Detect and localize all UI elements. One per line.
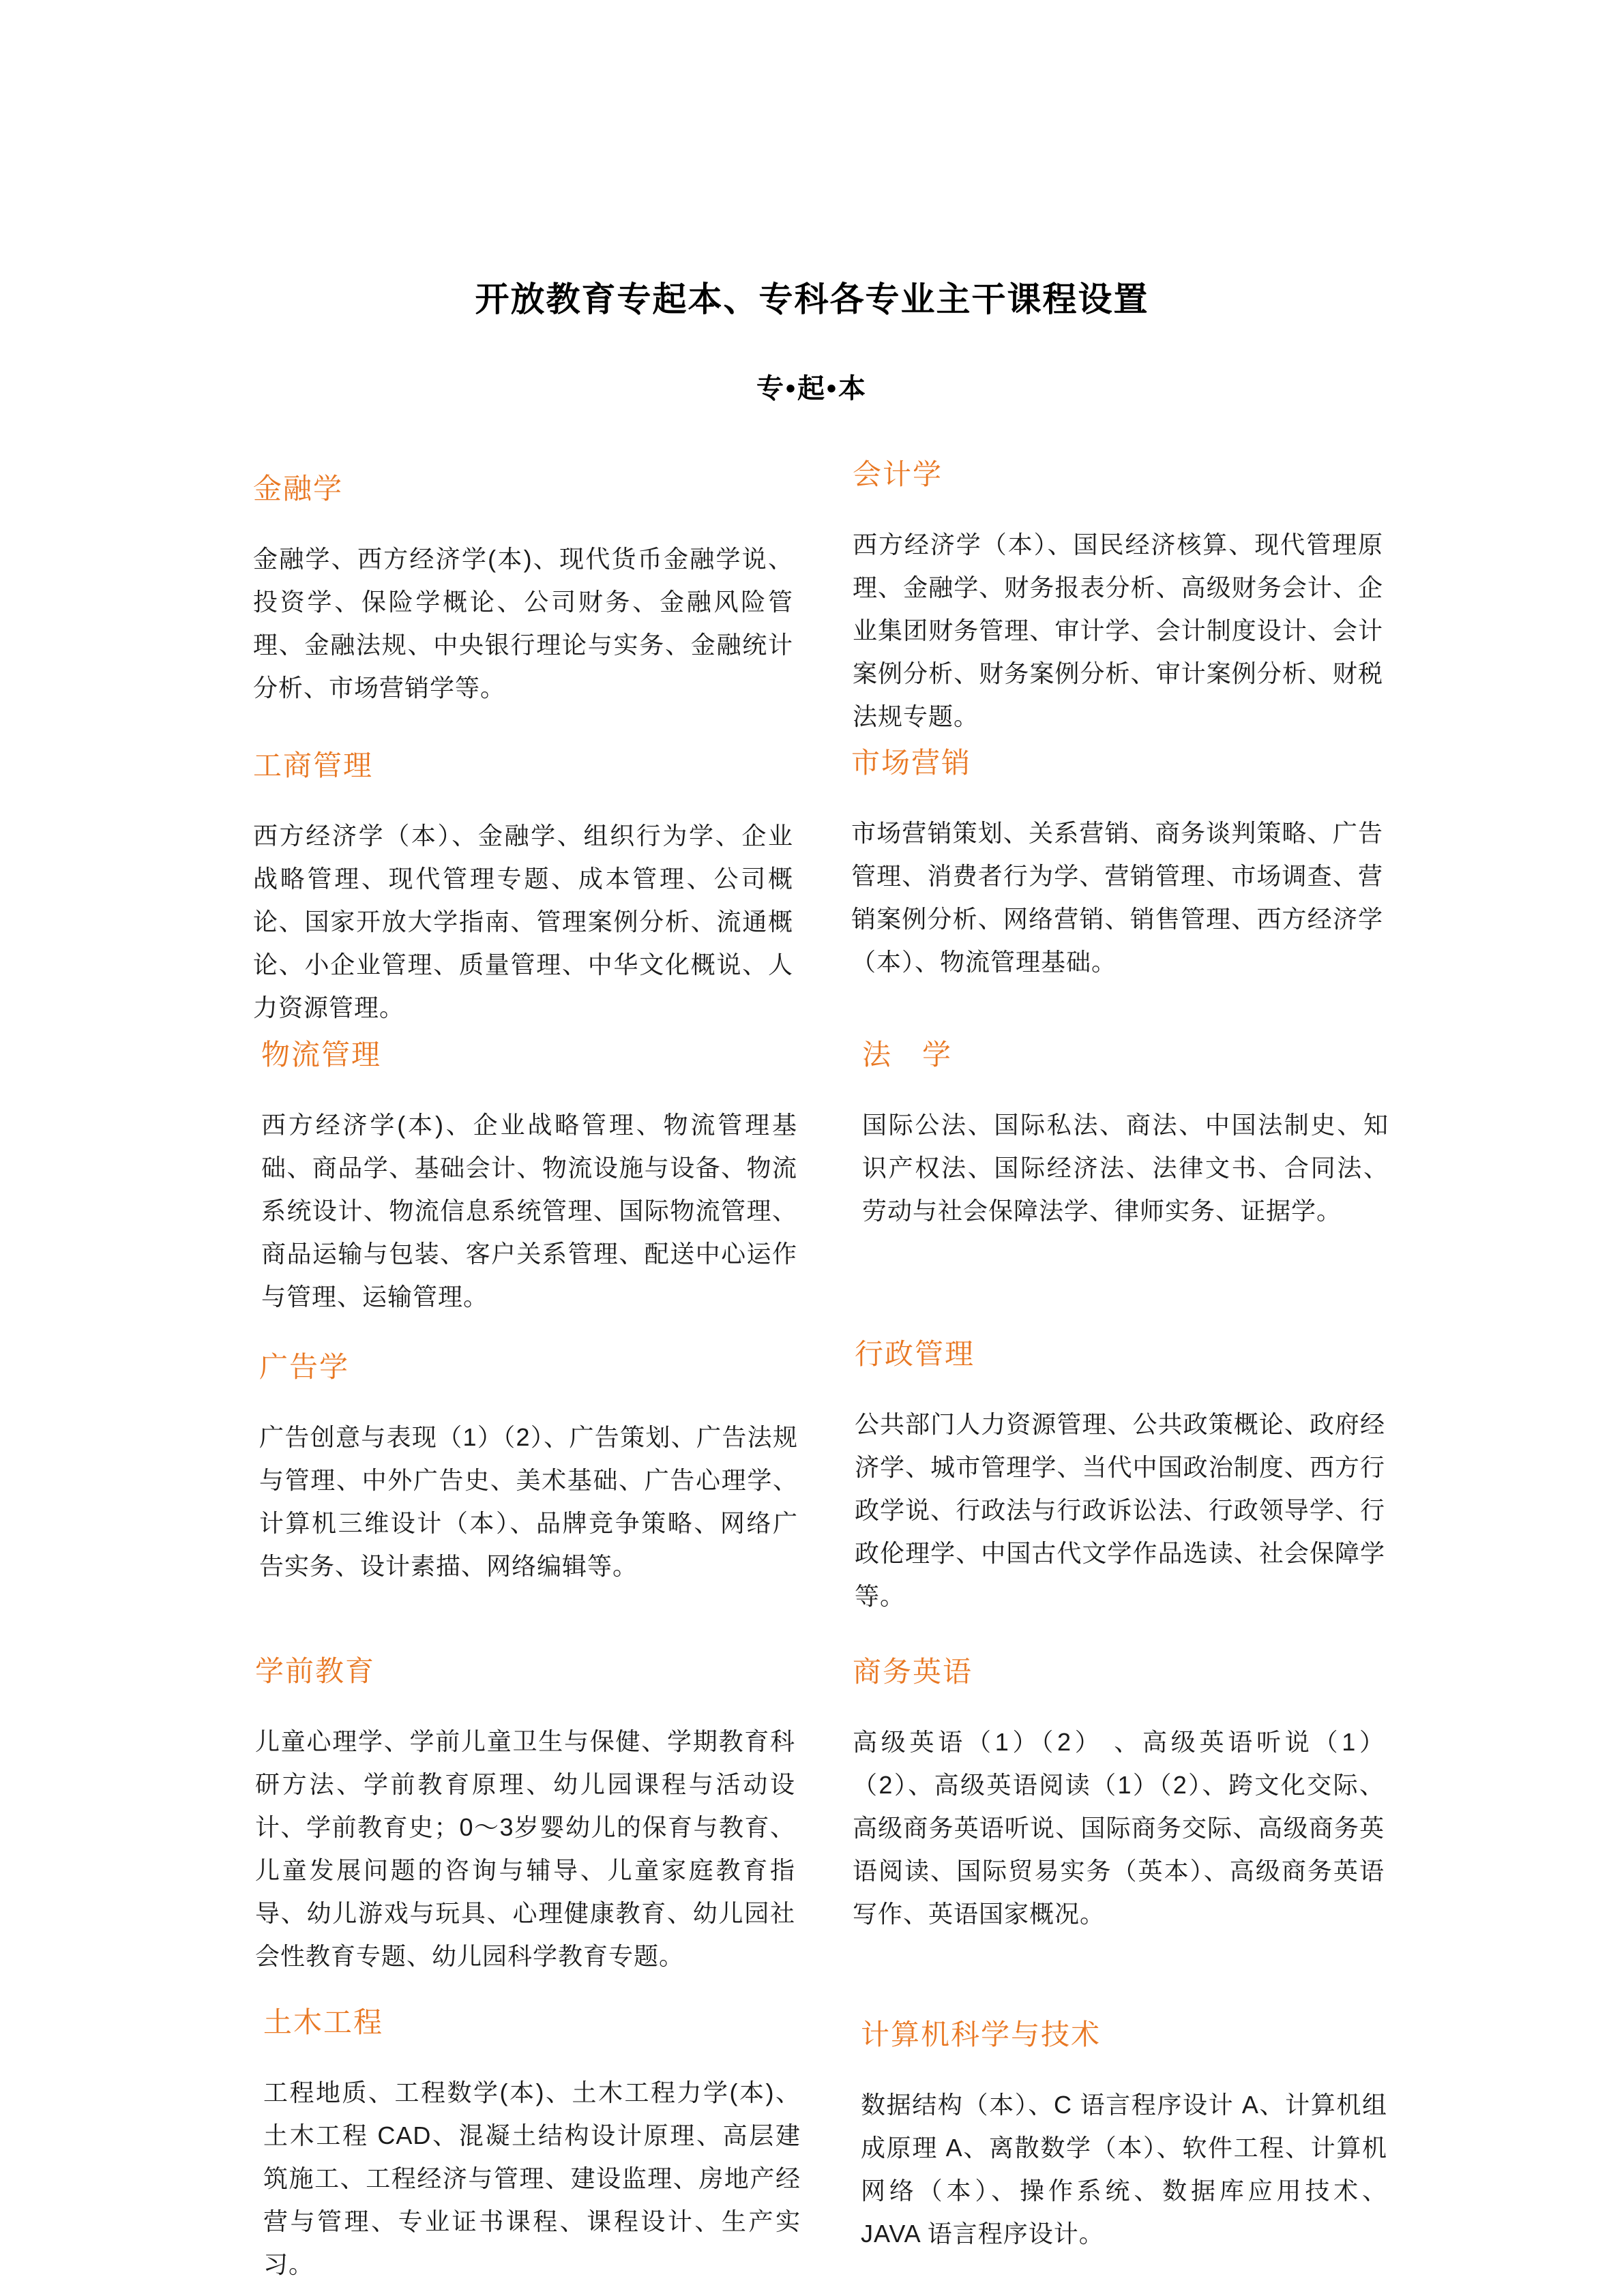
section-finance [253, 472, 793, 709]
section-title: 广告学 [259, 1351, 350, 1383]
page-subtitle: 专•起•本 [756, 374, 868, 404]
section-title: 物流管理 [261, 1039, 382, 1071]
section-body: 金融学、西方经济学(本)、现代货币金融学说、投资学、保险学概论、公司财务、金融风险管理、金融法规、中央银行理论与实务、金融统计分析、市场营销学等。 [253, 545, 793, 702]
section-marketing [851, 746, 1383, 983]
section-public-administration [855, 1337, 1385, 1617]
section-body: 高级英语（1）（2） 、高级英语听说（1）（2）、高级英语阅读（1）（2）、跨文化交际、高级商务英语听说、国际商务交际、高级商务英语阅读、国际贸易实务（英本）、高级商务英语写作、英语国家概况。 [853, 1728, 1385, 1928]
section-advertising [259, 1350, 798, 1587]
section-body: 广告创意与表现（1）（2）、广告策划、广告法规与管理、中外广告史、美术基础、广告心理学、计算机三维设计（本）、品牌竞争策略、网络广告实务、设计素描、网络编辑等。 [259, 1423, 798, 1580]
section-business-administration [253, 749, 793, 1029]
section-body: 工程地质、工程数学(本)、土木工程力学(本)、土木工程 CAD、混凝土结构设计原理、高层建筑施工、工程经济与管理、建设监理、房地产经营与管理、专业证书课程、课程设计、生产实习。 [263, 2078, 801, 2278]
section-title: 金融学 [253, 473, 344, 505]
section-business-english [853, 1655, 1385, 1935]
section-preschool-education [255, 1654, 795, 1978]
section-body: 公共部门人力资源管理、公共政策概论、政府经济学、城市管理学、当代中国政治制度、西方行政学说、行政法与行政诉讼法、行政领导学、行政伦理学、中国古代文学作品选读、社会保障学等。 [855, 1410, 1385, 1610]
section-law [862, 1038, 1389, 1232]
section-title: 土木工程 [263, 2006, 384, 2038]
section-body: 西方经济学（本）、国民经济核算、现代管理原理、金融学、财务报表分析、高级财务会计、企业集团财务管理、审计学、会计制度设计、会计案例分析、财务案例分析、审计案例分析、财税法规专题。 [853, 531, 1383, 730]
section-body: 西方经济学(本)、企业战略管理、物流管理基础、商品学、基础会计、物流设施与设备、物流系统设计、物流信息系统管理、国际物流管理、商品运输与包装、客户关系管理、配送中心运作与管理、运输管理。 [261, 1111, 797, 1311]
section-body: 国际公法、国际私法、商法、中国法制史、知识产权法、国际经济法、法律文书、合同法、劳动与社会保障法学、律师实务、证据学。 [862, 1111, 1389, 1225]
section-body: 市场营销策划、关系营销、商务谈判策略、广告管理、消费者行为学、营销管理、市场调查、营销案例分析、网络营销、销售管理、西方经济学（本）、物流管理基础。 [851, 819, 1383, 976]
section-logistics-management [261, 1038, 797, 1318]
section-body: 数据结构（本）、C 语言程序设计 A、计算机组成原理 A、离散数学（本）、软件工程、计算机网络（本）、操作系统、数据库应用技术、JAVA 语言程序设计。 [861, 2091, 1387, 2248]
section-accounting [853, 458, 1383, 738]
section-body: 儿童心理学、学前儿童卫生与保健、学期教育科研方法、学前教育原理、幼儿园课程与活动设计、学前教育史；0～3岁婴幼儿的保育与教育、儿童发展问题的咨询与辅导、儿童家庭教育指导、幼儿游戏与玩具、心理健康教育、幼儿园社会性教育专题、幼儿园科学教育专题。 [255, 1727, 795, 1970]
page-title: 开放教育专起本、专科各专业主干课程设置 [475, 280, 1149, 318]
section-title: 行政管理 [855, 1338, 975, 1370]
section-body: 西方经济学（本）、金融学、组织行为学、企业战略管理、现代管理专题、成本管理、公司概论、国家开放大学指南、管理案例分析、流通概论、小企业管理、质量管理、中华文化概说、人力资源管理。 [253, 822, 793, 1022]
section-title: 学前教育 [255, 1655, 376, 1687]
section-title: 市场营销 [851, 747, 972, 779]
section-title: 计算机科学与技术 [861, 2018, 1102, 2051]
section-title: 商务英语 [853, 1656, 973, 1688]
section-title: 会计学 [853, 458, 943, 490]
section-title: 法 学 [862, 1039, 953, 1071]
section-title: 工商管理 [253, 749, 374, 781]
section-computer-science [861, 2018, 1387, 2255]
section-civil-engineering [263, 2006, 801, 2286]
